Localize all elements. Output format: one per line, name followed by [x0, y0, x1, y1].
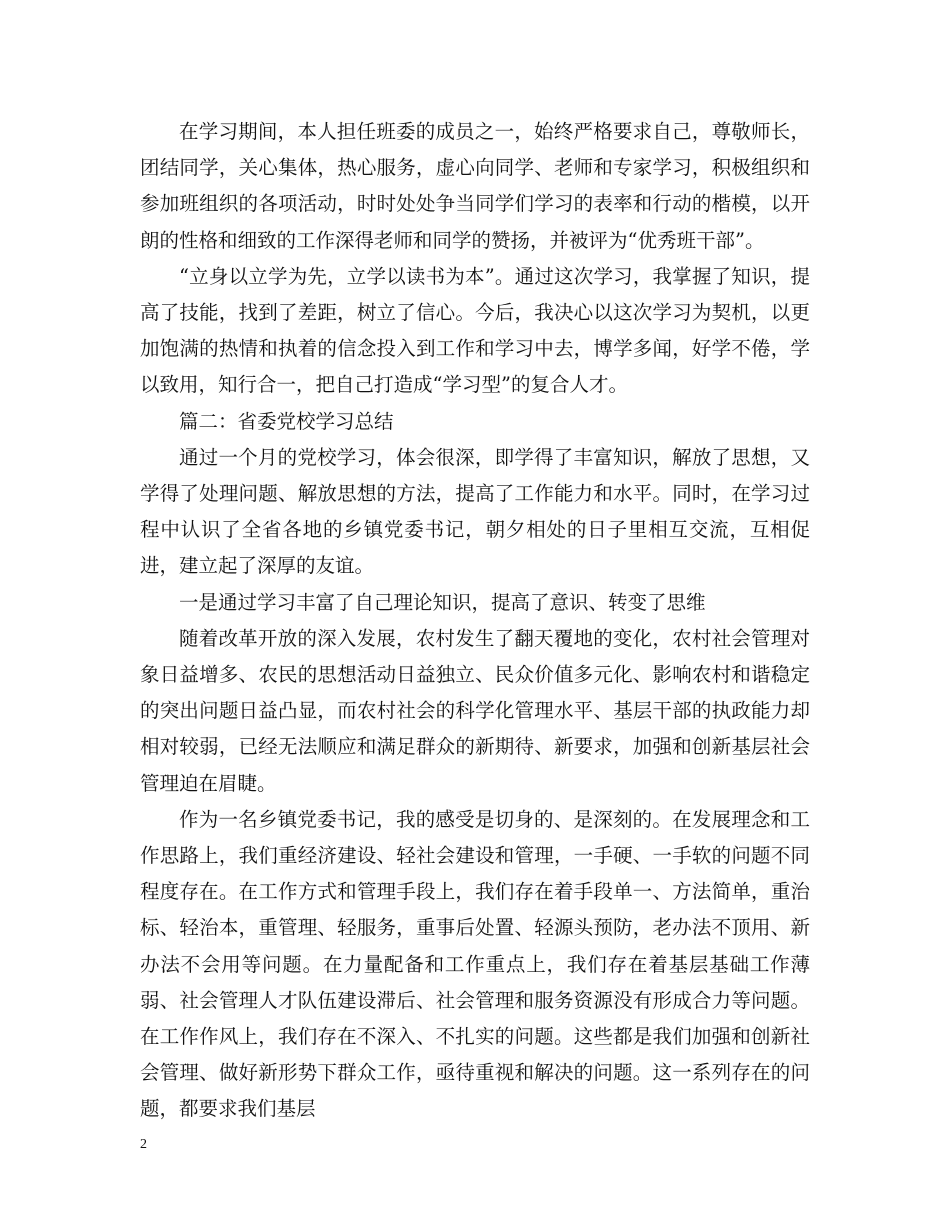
- paragraph-point-one: 一是通过学习丰富了自己理论知识，提高了意识、转变了思维: [179, 590, 706, 614]
- section-heading-part-two: 篇二：省委党校学习总结: [179, 409, 394, 433]
- paragraph-party-secretary-reflection: 作为一名乡镇党委书记，我的感受是切身的、是深刻的。在发展理念和工作思路上，我们重经济建设、轻社会建设和管理，一手硬、一手软的问题不同程度存在。在工作方式和管理手段上，我们存在着手段单一、方法简单，重治标、轻治本，重管理、轻服务，重事后处置、轻源头预防，老办法不顶用、新办法不会用等问题。在力量配备和工作重点上，我们存在着基层基础工作薄弱、社会管理人才队伍建设滞后、社会管理和服务资源没有形成合力等问题。在工作作风上，我们存在不深入、不扎实的问题。这些都是我们加强和创新社会管理、做好新形势下群众工作，亟待重视和解决的问题。这一系列存在的问题，都要求我们基层: [140, 807, 810, 1121]
- paragraph-class-committee: 在学习期间，本人担任班委的成员之一，始终严格要求自己，尊敬师长，团结同学，关心集体，热心服务，虚心向同学、老师和专家学习，积极组织和参加班组织的各项活动，时时处处争当同学们学习的表率和行动的楷模，以开朗的性格和细致的工作深得老师和同学的赞扬，并被评为“优秀班干部”。: [140, 120, 810, 252]
- paragraph-rural-development: 随着改革开放的深入发展，农村发生了翻天覆地的变化，农村社会管理对象日益增多、农民的思想活动日益独立、民众价值多元化、影响农村和谐稳定的突出问题日益凸显，而农村社会的科学化管理水平、基层干部的执政能力却相对较弱，已经无法顺应和满足群众的新期待、新要求，加强和创新基层社会管理迫在眉睫。: [140, 626, 810, 795]
- page-number: 2: [140, 1137, 147, 1152]
- paragraph-party-school-study: 通过一个月的党校学习，体会很深，即学得了丰富知识，解放了思想，又学得了处理问题、解放思想的方法，提高了工作能力和水平。同时，在学习过程中认识了全省各地的乡镇党委书记，朝夕相处的日子里相互交流，互相促进，建立起了深厚的友谊。: [140, 445, 810, 578]
- paragraph-study-quote: “立身以立学为先，立学以读书为本”。通过这次学习，我掌握了知识，提高了技能，找到了差距，树立了信心。今后，我决心以这次学习为契机，以更加饱满的热情和执着的信念投入到工作和学习中去，博学多闻，好学不倦，学以致用，知行合一，把自己打造成“学习型”的复合人才。: [140, 264, 810, 397]
- document-body: [140, 114, 810, 1128]
